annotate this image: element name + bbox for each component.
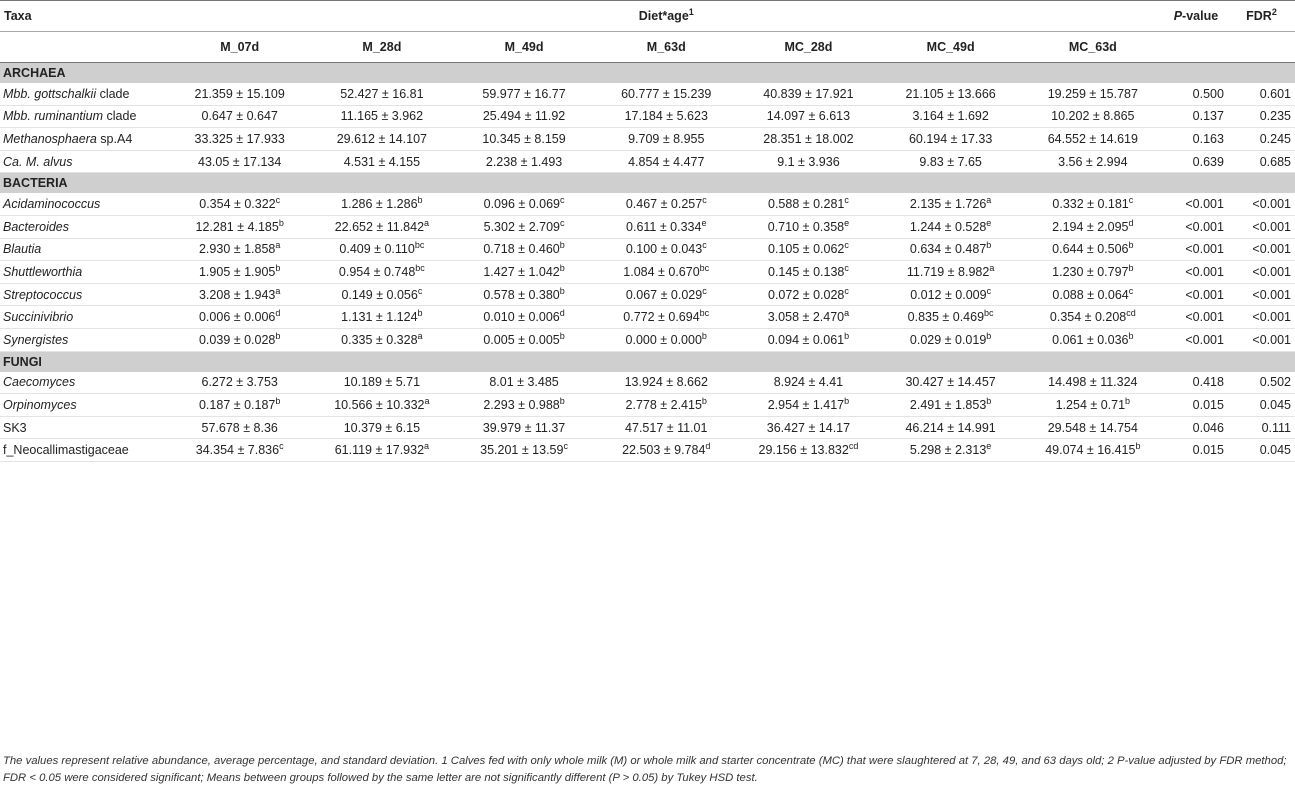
taxa-cell: Mbb. gottschalkii clade <box>0 83 169 105</box>
value-cell: 0.072 ± 0.028$^c$ <box>737 283 879 306</box>
pvalue-cell: <0.001 <box>1164 328 1228 351</box>
pvalue-cell: 0.015 <box>1164 394 1228 417</box>
significance-letter: c <box>1128 285 1134 296</box>
diet-age-header: Diet*age$^1$ <box>169 1 1164 32</box>
table-row <box>0 416 1295 439</box>
value-cell: 52.427 ± 16.81 <box>311 83 453 105</box>
significance-letter: c <box>563 440 568 451</box>
section-title: ARCHAEA <box>0 63 1295 84</box>
value-cell: 64.552 ± 14.619 <box>1022 128 1164 151</box>
section-header-bacteria <box>0 173 1295 194</box>
taxa-cell: Streptococcus <box>0 283 169 306</box>
significance-letter: c <box>986 285 992 296</box>
taxa-cell: Mbb. ruminantium clade <box>0 105 169 128</box>
value-cell: 2.778 ± 2.415$^b$ <box>595 394 737 417</box>
significance-letter: b <box>986 330 992 341</box>
value-cell: 0.588 ± 0.281$^c$ <box>737 193 879 215</box>
table-row <box>0 105 1295 128</box>
value-cell: 0.467 ± 0.257$^c$ <box>595 193 737 215</box>
pvalue-cell: 0.418 <box>1164 372 1228 394</box>
value-cell: 0.094 ± 0.061$^b$ <box>737 328 879 351</box>
value-cell: 0.012 ± 0.009$^c$ <box>880 283 1022 306</box>
fdr-cell: 0.235 <box>1228 105 1295 128</box>
value-cell: 9.709 ± 8.955 <box>595 128 737 151</box>
significance-letter: b <box>278 217 284 228</box>
significance-letter: d <box>705 440 711 451</box>
significance-letter: b <box>417 307 423 318</box>
value-cell: 0.335 ± 0.328$^a$ <box>311 328 453 351</box>
significance-letter: b <box>1128 330 1134 341</box>
value-cell: 60.777 ± 15.239 <box>595 83 737 105</box>
taxa-cell: Succinivibrio <box>0 306 169 329</box>
value-cell: 2.293 ± 0.988$^b$ <box>453 394 595 417</box>
significance-letter: b <box>559 330 565 341</box>
significance-letter: bc <box>699 262 710 273</box>
table-row <box>0 215 1295 238</box>
value-cell: 46.214 ± 14.991 <box>880 416 1022 439</box>
value-cell: 0.611 ± 0.334$^e$ <box>595 215 737 238</box>
value-cell: 5.298 ± 2.313$^e$ <box>880 439 1022 462</box>
value-cell: 21.105 ± 13.666 <box>880 83 1022 105</box>
pvalue-cell: 0.137 <box>1164 105 1228 128</box>
value-cell: 25.494 ± 11.92 <box>453 105 595 128</box>
column-header: MC_28d <box>737 32 879 63</box>
value-cell: 11.165 ± 3.962 <box>311 105 453 128</box>
significance-letter: b <box>275 330 281 341</box>
value-cell: 0.354 ± 0.208$^{cd}$ <box>1022 306 1164 329</box>
fdr-cell: <0.001 <box>1228 283 1295 306</box>
value-cell: 21.359 ± 15.109 <box>169 83 311 105</box>
taxa-cell: f_Neocallimastigaceae <box>0 439 169 462</box>
fdr-cell: <0.001 <box>1228 215 1295 238</box>
fdr-cell: <0.001 <box>1228 261 1295 284</box>
value-cell: 10.566 ± 10.332$^a$ <box>311 394 453 417</box>
value-cell: 0.088 ± 0.064$^c$ <box>1022 283 1164 306</box>
significance-letter: c <box>275 195 281 206</box>
value-cell: 0.409 ± 0.110$^{bc}$ <box>311 238 453 261</box>
significance-letter: c <box>844 285 849 296</box>
fdr-cell: 0.502 <box>1228 372 1295 394</box>
value-cell: 0.000 ± 0.000$^b$ <box>595 328 737 351</box>
significance-letter: bc <box>414 240 425 251</box>
value-cell: 3.058 ± 2.470$^a$ <box>737 306 879 329</box>
pvalue-cell: 0.163 <box>1164 128 1228 151</box>
taxa-cell: Methanosphaera sp.A4 <box>0 128 169 151</box>
value-cell: 30.427 ± 14.457 <box>880 372 1022 394</box>
table-row <box>0 238 1295 261</box>
significance-letter: b <box>1125 395 1131 406</box>
significance-letter: c <box>844 262 849 273</box>
value-cell: 34.354 ± 7.836$^c$ <box>169 439 311 462</box>
value-cell: 29.548 ± 14.754 <box>1022 416 1164 439</box>
fdr-header: FDR$^2$ <box>1228 1 1295 32</box>
value-cell: 0.187 ± 0.187$^b$ <box>169 394 311 417</box>
value-cell: 11.719 ± 8.982$^a$ <box>880 261 1022 284</box>
value-cell: 12.281 ± 4.185$^b$ <box>169 215 311 238</box>
header-row-columns <box>0 32 1295 63</box>
taxa-cell: SK3 <box>0 416 169 439</box>
value-cell: 29.156 ± 13.832$^{cd}$ <box>737 439 879 462</box>
significance-letter: a <box>424 217 430 228</box>
taxa-cell: Ca. M. alvus <box>0 150 169 173</box>
value-cell: 10.202 ± 8.865 <box>1022 105 1164 128</box>
value-cell: 0.067 ± 0.029$^c$ <box>595 283 737 306</box>
value-cell: 0.145 ± 0.138$^c$ <box>737 261 879 284</box>
significance-letter: b <box>275 395 281 406</box>
value-cell: 8.924 ± 4.41 <box>737 372 879 394</box>
value-cell: 4.531 ± 4.155 <box>311 150 453 173</box>
significance-letter: b <box>275 262 281 273</box>
value-cell: 1.244 ± 0.528$^e$ <box>880 215 1022 238</box>
significance-letter: a <box>424 395 430 406</box>
significance-letter: a <box>989 262 995 273</box>
pvalue-cell: <0.001 <box>1164 283 1228 306</box>
significance-letter: c <box>1128 195 1134 206</box>
fdr-cell: 0.601 <box>1228 83 1295 105</box>
table-row <box>0 394 1295 417</box>
value-cell: 1.131 ± 1.124$^b$ <box>311 306 453 329</box>
significance-letter: bc <box>415 262 425 273</box>
significance-letter: b <box>701 330 707 341</box>
pvalue-cell: 0.639 <box>1164 150 1228 173</box>
taxa-header: Taxa <box>0 1 169 32</box>
significance-letter: a <box>986 195 992 206</box>
table-row <box>0 128 1295 151</box>
significance-letter: b <box>986 240 992 251</box>
fdr-cell: 0.685 <box>1228 150 1295 173</box>
value-cell: 0.647 ± 0.647 <box>169 105 311 128</box>
value-cell: 2.954 ± 1.417$^b$ <box>737 394 879 417</box>
significance-letter: e <box>986 217 992 228</box>
significance-letter: b <box>1128 240 1134 251</box>
value-cell: 0.096 ± 0.069$^c$ <box>453 193 595 215</box>
pvalue-header: P-value <box>1164 1 1228 32</box>
significance-letter: d <box>275 307 281 318</box>
significance-letter: c <box>560 217 565 228</box>
value-cell: 10.379 ± 6.15 <box>311 416 453 439</box>
significance-letter: c <box>417 285 423 296</box>
significance-letter: b <box>559 240 565 251</box>
value-cell: 2.135 ± 1.726$^a$ <box>880 193 1022 215</box>
pvalue-cell: <0.001 <box>1164 238 1228 261</box>
table-row <box>0 83 1295 105</box>
footnote-text: The values represent relative abundance, average percentage, and standard deviation. 1 Calves fed with only whole milk (M) or whole milk and starter concentrate (MC) that were slaughtered at 7, 28, 49, and 63 days old; 2 P-value adjusted by FDR method; FDR < 0.05 were considered significant; Means between groups followed by the same letter are not significantly different (P > 0.05) by Tukey HSD test. <box>3 755 1287 784</box>
value-cell: 35.201 ± 13.59$^c$ <box>453 439 595 462</box>
significance-letter: a <box>417 330 423 341</box>
significance-letter: cd <box>848 440 859 451</box>
value-cell: 0.149 ± 0.056$^c$ <box>311 283 453 306</box>
value-cell: 47.517 ± 11.01 <box>595 416 737 439</box>
significance-letter: b <box>559 395 565 406</box>
value-cell: 0.710 ± 0.358$^e$ <box>737 215 879 238</box>
significance-letter: b <box>844 395 850 406</box>
significance-letter: bc <box>699 307 710 318</box>
column-header: M_49d <box>453 32 595 63</box>
significance-letter: b <box>417 195 423 206</box>
fdr-cell: <0.001 <box>1228 238 1295 261</box>
value-cell: 0.006 ± 0.006$^d$ <box>169 306 311 329</box>
significance-letter: d <box>559 307 565 318</box>
table-row <box>0 328 1295 351</box>
table-footnote <box>3 753 1291 787</box>
value-cell: 10.189 ± 5.71 <box>311 372 453 394</box>
value-cell: 0.954 ± 0.748$^{bc}$ <box>311 261 453 284</box>
significance-letter: b <box>1128 262 1134 273</box>
table-body <box>0 63 1295 462</box>
significance-letter: bc <box>984 307 994 318</box>
significance-letter: b <box>701 395 707 406</box>
fdr-cell: 0.245 <box>1228 128 1295 151</box>
value-cell: 39.979 ± 11.37 <box>453 416 595 439</box>
taxa-cell: Orpinomyces <box>0 394 169 417</box>
value-cell: 3.208 ± 1.943$^a$ <box>169 283 311 306</box>
significance-letter: c <box>844 195 849 206</box>
table-row <box>0 439 1295 462</box>
section-title: BACTERIA <box>0 173 1295 194</box>
section-header-archaea <box>0 63 1295 84</box>
value-cell: 9.1 ± 3.936 <box>737 150 879 173</box>
column-header: M_63d <box>595 32 737 63</box>
value-cell: 0.578 ± 0.380$^b$ <box>453 283 595 306</box>
significance-letter: c <box>702 240 707 251</box>
value-cell: 43.05 ± 17.134 <box>169 150 311 173</box>
value-cell: 13.924 ± 8.662 <box>595 372 737 394</box>
value-cell: 28.351 ± 18.002 <box>737 128 879 151</box>
value-cell: 61.119 ± 17.932$^a$ <box>311 439 453 462</box>
fdr-cell: 0.045 <box>1228 394 1295 417</box>
significance-letter: c <box>702 195 707 206</box>
value-cell: 1.230 ± 0.797$^b$ <box>1022 261 1164 284</box>
value-cell: 0.105 ± 0.062$^c$ <box>737 238 879 261</box>
significance-letter: e <box>844 217 850 228</box>
value-cell: 33.325 ± 17.933 <box>169 128 311 151</box>
significance-letter: cd <box>1126 307 1136 318</box>
value-cell: 0.634 ± 0.487$^b$ <box>880 238 1022 261</box>
value-cell: 1.905 ± 1.905$^b$ <box>169 261 311 284</box>
value-cell: 0.010 ± 0.006$^d$ <box>453 306 595 329</box>
value-cell: 59.977 ± 16.77 <box>453 83 595 105</box>
pvalue-cell: 0.500 <box>1164 83 1228 105</box>
value-cell: 0.718 ± 0.460$^b$ <box>453 238 595 261</box>
value-cell: 2.238 ± 1.493 <box>453 150 595 173</box>
significance-letter: e <box>701 217 707 228</box>
value-cell: 2.194 ± 2.095$^d$ <box>1022 215 1164 238</box>
value-cell: 8.01 ± 3.485 <box>453 372 595 394</box>
value-cell: 29.612 ± 14.107 <box>311 128 453 151</box>
header-row-top <box>0 1 1295 32</box>
taxa-cell: Shuttleworthia <box>0 261 169 284</box>
significance-letter: b <box>986 395 992 406</box>
significance-letter: a <box>275 240 281 251</box>
fdr-cell: <0.001 <box>1228 306 1295 329</box>
significance-letter: a <box>275 285 281 296</box>
significance-letter: c <box>279 440 284 451</box>
value-cell: 36.427 ± 14.17 <box>737 416 879 439</box>
table-row <box>0 306 1295 329</box>
pvalue-cell: <0.001 <box>1164 261 1228 284</box>
value-cell: 22.503 ± 9.784$^d$ <box>595 439 737 462</box>
taxa-cell: Blautia <box>0 238 169 261</box>
significance-letter: c <box>844 240 849 251</box>
pvalue-cell: 0.015 <box>1164 439 1228 462</box>
value-cell: 1.427 ± 1.042$^b$ <box>453 261 595 284</box>
value-cell: 1.084 ± 0.670$^{bc}$ <box>595 261 737 284</box>
pvalue-cell: <0.001 <box>1164 193 1228 215</box>
value-cell: 0.772 ± 0.694$^{bc}$ <box>595 306 737 329</box>
value-cell: 14.498 ± 11.324 <box>1022 372 1164 394</box>
value-cell: 9.83 ± 7.65 <box>880 150 1022 173</box>
value-cell: 0.039 ± 0.028$^b$ <box>169 328 311 351</box>
value-cell: 0.061 ± 0.036$^b$ <box>1022 328 1164 351</box>
value-cell: 2.930 ± 1.858$^a$ <box>169 238 311 261</box>
table-row <box>0 372 1295 394</box>
value-cell: 1.286 ± 1.286$^b$ <box>311 193 453 215</box>
value-cell: 0.029 ± 0.019$^b$ <box>880 328 1022 351</box>
significance-letter: d <box>1128 217 1134 228</box>
value-cell: 14.097 ± 6.613 <box>737 105 879 128</box>
column-header: M_07d <box>169 32 311 63</box>
value-cell: 10.345 ± 8.159 <box>453 128 595 151</box>
fdr-cell: <0.001 <box>1228 328 1295 351</box>
value-cell: 0.354 ± 0.322$^c$ <box>169 193 311 215</box>
table-row <box>0 193 1295 215</box>
pvalue-cell: 0.046 <box>1164 416 1228 439</box>
taxa-cell: Caecomyces <box>0 372 169 394</box>
value-cell: 5.302 ± 2.709$^c$ <box>453 215 595 238</box>
value-cell: 0.100 ± 0.043$^c$ <box>595 238 737 261</box>
significance-letter: c <box>560 195 565 206</box>
table-row <box>0 283 1295 306</box>
significance-letter: b <box>1135 440 1141 451</box>
table-row <box>0 261 1295 284</box>
value-cell: 1.254 ± 0.71$^b$ <box>1022 394 1164 417</box>
significance-letter: e <box>986 440 992 451</box>
significance-letter: b <box>559 285 565 296</box>
fdr-cell: 0.045 <box>1228 439 1295 462</box>
value-cell: 0.005 ± 0.005$^b$ <box>453 328 595 351</box>
value-cell: 40.839 ± 17.921 <box>737 83 879 105</box>
value-cell: 6.272 ± 3.753 <box>169 372 311 394</box>
section-header-fungi <box>0 351 1295 372</box>
value-cell: 60.194 ± 17.33 <box>880 128 1022 151</box>
value-cell: 3.56 ± 2.994 <box>1022 150 1164 173</box>
significance-letter: c <box>702 285 707 296</box>
value-cell: 49.074 ± 16.415$^b$ <box>1022 439 1164 462</box>
significance-letter: b <box>559 262 565 273</box>
fdr-cell: <0.001 <box>1228 193 1295 215</box>
value-cell: 3.164 ± 1.692 <box>880 105 1022 128</box>
section-title: FUNGI <box>0 351 1295 372</box>
taxa-cell: Acidaminococcus <box>0 193 169 215</box>
value-cell: 4.854 ± 4.477 <box>595 150 737 173</box>
pvalue-cell: <0.001 <box>1164 306 1228 329</box>
column-header: MC_49d <box>880 32 1022 63</box>
taxa-cell: Bacteroides <box>0 215 169 238</box>
fdr-cell: 0.111 <box>1228 416 1295 439</box>
significance-letter: b <box>844 330 850 341</box>
value-cell: 0.332 ± 0.181$^c$ <box>1022 193 1164 215</box>
value-cell: 2.491 ± 1.853$^b$ <box>880 394 1022 417</box>
value-cell: 57.678 ± 8.36 <box>169 416 311 439</box>
pvalue-cell: <0.001 <box>1164 215 1228 238</box>
value-cell: 0.644 ± 0.506$^b$ <box>1022 238 1164 261</box>
value-cell: 17.184 ± 5.623 <box>595 105 737 128</box>
value-cell: 22.652 ± 11.842$^a$ <box>311 215 453 238</box>
significance-letter: a <box>424 440 430 451</box>
value-cell: 0.835 ± 0.469$^{bc}$ <box>880 306 1022 329</box>
column-header: M_28d <box>311 32 453 63</box>
column-header: MC_63d <box>1022 32 1164 63</box>
table-row <box>0 150 1295 173</box>
value-cell: 19.259 ± 15.787 <box>1022 83 1164 105</box>
significance-letter: a <box>844 307 850 318</box>
taxa-cell: Synergistes <box>0 328 169 351</box>
